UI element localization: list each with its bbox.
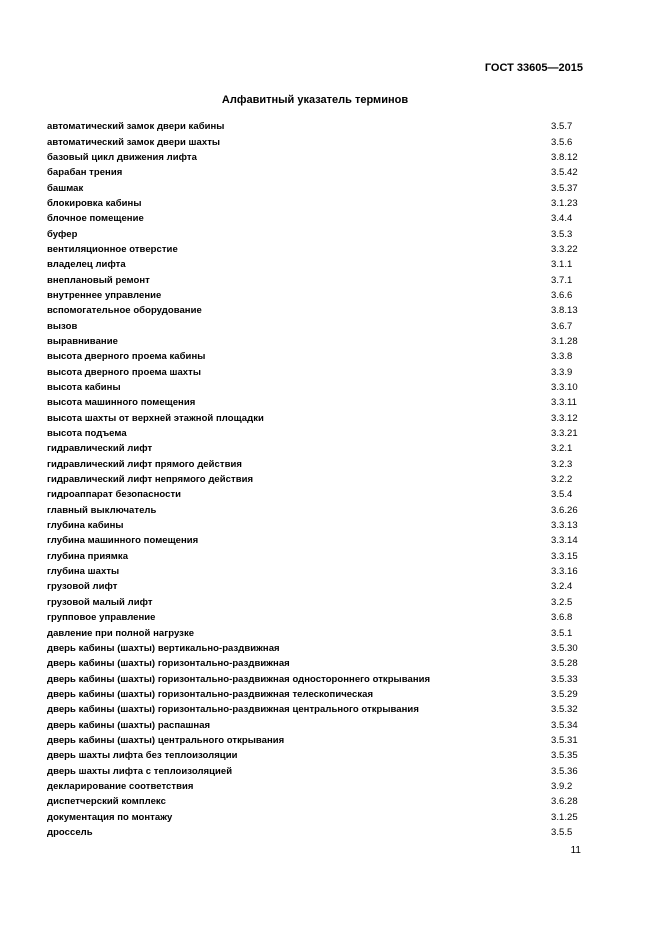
index-entry [47,349,587,364]
index-reference: 3.1.1 [551,259,573,271]
index-entry [47,303,587,318]
index-reference: 3.2.3 [551,458,573,470]
index-term: гидравлический лифт [47,443,153,455]
index-reference: 3.1.25 [551,811,578,823]
index-reference: 3.3.13 [551,520,578,532]
term-index-list [47,119,587,840]
index-reference: 3.5.7 [551,121,573,133]
index-reference: 3.3.12 [551,412,578,424]
index-entry [47,411,587,426]
index-reference: 3.5.3 [551,228,573,240]
index-entry [47,257,587,272]
index-term: вентиляционное отверстие [47,243,178,255]
index-term: главный выключатель [47,504,157,516]
index-term: буфер [47,228,78,240]
index-term: автоматический замок двери шахты [47,136,221,148]
index-term: гидроаппарат безопасности [47,489,182,501]
index-reference: 3.2.1 [551,443,573,455]
index-reference: 3.5.1 [551,627,573,639]
index-term: групповое управление [47,612,156,624]
index-reference: 3.3.15 [551,550,578,562]
index-entry [47,365,587,380]
index-term: дверь кабины (шахты) горизонтально-раздвижная центрального открывания [47,704,419,716]
index-reference: 3.5.35 [551,750,578,762]
standard-header: ГОСТ 33605—2015 [484,62,583,74]
index-entry [47,196,587,211]
index-reference: 3.4.4 [551,213,573,225]
index-entry [47,595,587,610]
index-term: базовый цикл движения лифта [47,151,197,163]
index-term: глубина приямка [47,550,129,562]
index-term: вспомогательное оборудование [47,305,202,317]
page-number: 11 [570,845,581,856]
index-term: барабан трения [47,167,123,179]
index-term: владелец лифта [47,259,126,271]
index-reference: 3.1.28 [551,335,578,347]
index-reference: 3.5.5 [551,826,573,838]
index-term: глубина шахты [47,566,120,578]
index-reference: 3.7.1 [551,274,573,286]
index-term: диспетчерский комплекс [47,796,166,808]
index-reference: 3.2.4 [551,581,573,593]
index-reference: 3.3.9 [551,366,573,378]
index-reference: 3.8.13 [551,305,578,317]
index-term: гидравлический лифт прямого действия [47,458,242,470]
index-entry [47,825,587,840]
index-term: дверь кабины (шахты) горизонтально-раздвижная одностороннего открывания [47,673,431,685]
index-entry [47,272,587,287]
index-reference: 3.2.5 [551,596,573,608]
index-term: глубина кабины [47,520,124,532]
index-entry [47,226,587,241]
index-term: глубина машинного помещения [47,535,199,547]
index-reference: 3.6.28 [551,796,578,808]
index-term: дверь кабины (шахты) вертикально-раздвижная [47,642,280,654]
index-entry [47,242,587,257]
index-entry [47,150,587,165]
index-term: грузовой малый лифт [47,596,153,608]
index-term: вызов [47,320,78,332]
index-term: высота шахты от верхней этажной площадки [47,412,264,424]
index-entry [47,671,587,686]
index-entry [47,794,587,809]
index-entry [47,656,587,671]
index-term: дверь кабины (шахты) горизонтально-раздвижная телескопическая [47,688,374,700]
index-reference: 3.5.29 [551,688,578,700]
index-entry [47,334,587,349]
index-term: дверь кабины (шахты) центрального открывания [47,734,285,746]
index-term: высота кабины [47,382,121,394]
index-term: высота дверного проема кабины [47,351,206,363]
index-reference: 3.6.7 [551,320,573,332]
index-term: внутреннее управление [47,289,162,301]
index-entry [47,579,587,594]
index-reference: 3.6.26 [551,504,578,516]
index-reference: 3.5.28 [551,658,578,670]
index-reference: 3.2.2 [551,474,573,486]
index-entry [47,503,587,518]
index-reference: 3.5.37 [551,182,578,194]
index-entry [47,472,587,487]
index-reference: 3.5.6 [551,136,573,148]
index-term: блокировка кабины [47,197,142,209]
index-entry [47,687,587,702]
index-term: давление при полной нагрузке [47,627,195,639]
index-entry [47,549,587,564]
index-reference: 3.6.8 [551,612,573,624]
index-reference: 3.5.4 [551,489,573,501]
index-term: дверь кабины (шахты) распашная [47,719,211,731]
index-term: дверь шахты лифта без теплоизоляции [47,750,238,762]
index-reference: 3.5.31 [551,734,578,746]
index-entry [47,211,587,226]
index-term: документация по монтажу [47,811,173,823]
index-entry [47,763,587,778]
index-reference: 3.5.33 [551,673,578,685]
index-entry [47,318,587,333]
index-entry [47,733,587,748]
index-entry [47,518,587,533]
index-entry [47,533,587,548]
index-term: высота машинного помещения [47,397,196,409]
index-entry [47,180,587,195]
index-term: дроссель [47,826,93,838]
index-entry [47,702,587,717]
index-term: выравнивание [47,335,118,347]
index-term: гидравлический лифт непрямого действия [47,474,254,486]
index-entry [47,395,587,410]
index-reference: 3.3.21 [551,428,578,440]
index-entry [47,487,587,502]
index-reference: 3.5.30 [551,642,578,654]
index-term: декларирование соответствия [47,780,194,792]
index-entry [47,119,587,134]
index-term: высота дверного проема шахты [47,366,202,378]
index-reference: 3.9.2 [551,780,573,792]
index-reference: 3.6.6 [551,289,573,301]
index-entry [47,641,587,656]
index-term: внеплановый ремонт [47,274,150,286]
index-entry [47,288,587,303]
index-reference: 3.3.16 [551,566,578,578]
index-entry [47,809,587,824]
index-entry [47,625,587,640]
index-term: блочное помещение [47,213,144,225]
index-entry [47,134,587,149]
index-reference: 3.3.22 [551,243,578,255]
index-title: Алфавитный указатель терминов [221,94,409,106]
index-entry [47,165,587,180]
index-reference: 3.5.42 [551,167,578,179]
index-reference: 3.3.14 [551,535,578,547]
index-reference: 3.3.11 [551,397,578,409]
index-term: высота подъема [47,428,127,440]
index-reference: 3.5.36 [551,765,578,777]
index-entry [47,779,587,794]
index-term: дверь кабины (шахты) горизонтально-раздвижная [47,658,290,670]
index-reference: 3.5.32 [551,704,578,716]
index-entry [47,610,587,625]
index-term: грузовой лифт [47,581,118,593]
index-entry [47,564,587,579]
index-entry [47,426,587,441]
index-reference: 3.3.10 [551,382,578,394]
index-term: башмак [47,182,84,194]
index-reference: 3.5.34 [551,719,578,731]
index-entry [47,748,587,763]
index-reference: 3.1.23 [551,197,578,209]
index-reference: 3.3.8 [551,351,573,363]
index-entry [47,717,587,732]
index-term: автоматический замок двери кабины [47,121,225,133]
index-entry [47,380,587,395]
index-term: дверь шахты лифта с теплоизоляцией [47,765,233,777]
index-entry [47,441,587,456]
index-entry [47,457,587,472]
index-reference: 3.8.12 [551,151,578,163]
